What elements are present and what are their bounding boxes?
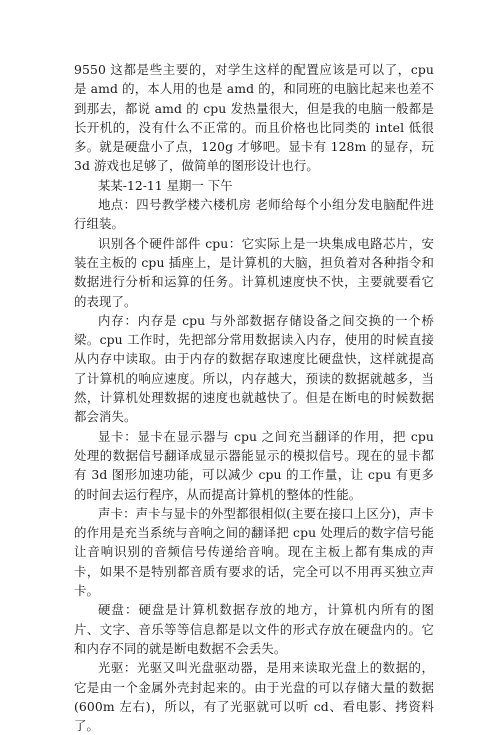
- paragraph-config-summary: 9550 这都是些主要的，对学生这样的配置应该是可以了，cpu 是 amd 的，本人用的也是 amd 的，和同班的电脑比起来也差不到那去，都说 amd 的 cpu 发热量很大，但是我的电脑一般都是长开机的，没有什么不正常的。而且价格也比同类的 intel 低很多。就是硬盘小了点，120g 才够吧。显卡有 128m 的显存，玩 3d 游戏也足够了，做简单的图形设计也行。: [74, 62, 434, 174]
- paragraph-hard-disk: 硬盘：硬盘是计算机数据存放的地方，计算机内所有的图片、文字、音乐等等信息都是以文件的形式存放在硬盘内的。它和内存不同的就是断电数据不会丢失。: [74, 602, 434, 656]
- paragraph-location: 地点：四号教学楼六楼机房 老师给每个小组分发电脑配件进行组装。: [74, 197, 434, 232]
- paragraph-date: 某某-12-11 星期一 下午: [98, 177, 233, 193]
- paragraph-sound-card: 声卡：声卡与显卡的外型都很相似(主要在接口上区分)，声卡的作用是充当系统与音响之间的翻译把 cpu 处理后的数字信号能让音响识别的音频信号传递给音响。现在主板上都有集成的声卡，如果不是特别都音质有要求的话，完全可以不用再买独立声卡。: [74, 505, 434, 599]
- document-body: [74, 60, 434, 735]
- paragraph-graphics-card: 显卡：显卡在显示器与 cpu 之间充当翻译的作用，把 cpu 处理的数据信号翻译成显示器能显示的模拟信号。现在的显卡都有 3d 图形加速功能，可以减少 cpu 的工作量，让 cpu 有更多的时间去运行程序，从而提高计算机的整体的性能。: [74, 428, 434, 502]
- paragraph-cpu: 识别各个硬件部件 cpu：它实际上是一块集成电路芯片，安装在主板的 cpu 插座上，是计算机的大脑，担负着对各种指令和数据进行分析和运算的任务。计算机速度快不快，主要就要看它的表现了。: [74, 235, 434, 309]
- paragraph-optical-drive: 光驱：光驱又叫光盘驱动器，是用来读取光盘上的数据的，它是由一个金属外壳封起来的。由于光盘的可以存储大量的数据(600m 左右)，所以，有了光驱就可以听 cd、看电影、拷资料了。: [74, 660, 434, 734]
- paragraph-memory: 内存：内存是 cpu 与外部数据存储设备之间交换的一个桥梁。cpu 工作时，先把部分常用数据读入内存，使用的时候直接从内存中读取。由于内存的数据存取速度比硬盘快，这样就提高了计算机的响应速度。所以，内存越大，预读的数据就越多，当然，计算机处理数据的速度也就越快了。但是在断电的时候数据都会消失。: [74, 312, 434, 425]
